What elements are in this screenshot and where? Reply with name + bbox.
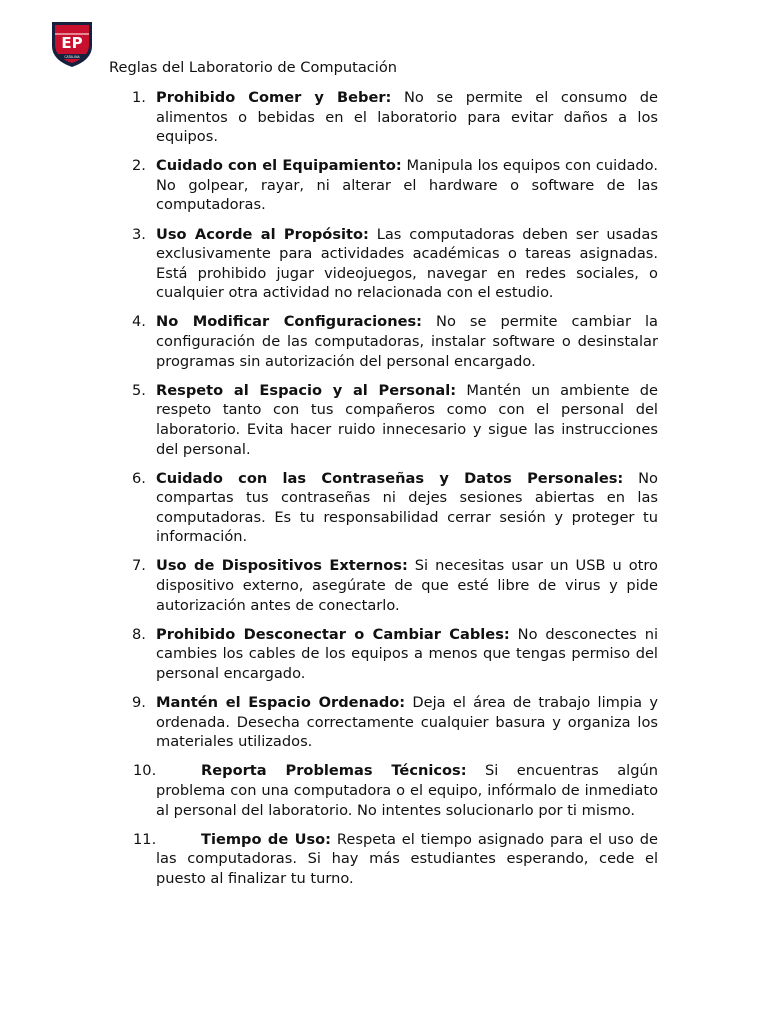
rule-heading: Reporta Problemas Técnicos: [201, 762, 467, 780]
rule-text: Si encuentras algún problema con una computadora o el equipo, infórmalo de inmediato al personal del laboratorio. No intentes solucionarlo por ti mismo. [156, 762, 658, 819]
rule-heading: Mantén el Espacio Ordenado: [156, 694, 406, 712]
rule-item [109, 761, 658, 820]
rule-heading: No Modificar Configuraciones: [156, 313, 423, 331]
rule-item [109, 225, 658, 303]
rule-heading: Respeto al Espacio y al Personal: [156, 381, 457, 399]
rule-text: Las computadoras deben ser usadas exclusivamente para actividades académicas o tareas asignadas. Está prohibido jugar videojuegos, navegar en redes sociales, o cualquier otra actividad no relacionada con el estudio. [156, 225, 658, 302]
rules-list [109, 88, 658, 898]
rule-text: Respeta el tiempo asignado para el uso de las computadoras. Si hay más estudiantes esperando, cede el puesto al finalizar tu turno. [156, 830, 658, 887]
rule-number: 4. [132, 313, 146, 331]
rule-text: Si necesitas usar un USB u otro dispositivo externo, asegúrate de que esté libre de virus y pide autorización antes de conectarlo. [156, 557, 658, 614]
document-title: Reglas del Laboratorio de Computación [109, 59, 398, 76]
rule-text: No compartas tus contraseñas ni dejes sesiones abiertas en las computadoras. Es tu responsabilidad cerrar sesión y proteger tu información. [156, 469, 658, 546]
rule-item [109, 381, 658, 459]
rule-number: 3. [132, 225, 146, 243]
rule-number: 7. [132, 557, 146, 575]
school-crest-logo [50, 18, 94, 68]
rule-text: No se permite cambiar la configuración de las computadoras, instalar software o desinstalar programas sin autorización del personal encargado. [156, 313, 658, 370]
rule-number: 10. [133, 762, 157, 780]
rule-heading: Cuidado con las Contraseñas y Datos Personales: [156, 469, 624, 487]
rule-heading: Uso Acorde al Propósito: [156, 225, 369, 243]
rule-number: 11. [133, 830, 157, 848]
rule-text: Manipula los equipos con cuidado. No golpear, rayar, ni alterar el hardware o software de las computadoras. [156, 157, 658, 214]
rule-number: 1. [132, 89, 146, 106]
rule-heading: Cuidado con el Equipamiento: [156, 157, 402, 175]
rule-item [109, 556, 658, 615]
rule-heading: Prohibido Comer y Beber: [156, 89, 392, 106]
rule-text: Deja el área de trabajo limpia y ordenada. Desecha correctamente cualquier basura y organiza los materiales utilizados. [156, 694, 658, 751]
rule-item [109, 156, 658, 215]
rule-item [109, 88, 658, 147]
rule-heading: Prohibido Desconectar o Cambiar Cables: [156, 625, 510, 643]
rule-heading: Tiempo de Uso: [201, 830, 331, 848]
rule-item [109, 312, 658, 371]
logo-letters: EP [61, 34, 83, 52]
rule-number: 6. [132, 469, 146, 487]
rule-heading: Uso de Dispositivos Externos: [156, 557, 408, 575]
logo-band-text: CATALINA [64, 55, 80, 59]
rule-item [109, 693, 658, 752]
rule-number: 2. [132, 157, 146, 175]
rule-text: No se permite el consumo de alimentos o bebidas en el laboratorio para evitar daños a los equipos. [156, 89, 658, 146]
rule-item [109, 830, 658, 889]
rule-number: 8. [132, 625, 146, 643]
rule-item [109, 625, 658, 684]
rule-item [109, 469, 658, 547]
rule-text: Mantén un ambiente de respeto tanto con tus compañeros como con el personal del laboratorio. Evita hacer ruido innecesario y sigue las instrucciones del personal. [156, 381, 659, 458]
rule-number: 5. [132, 381, 146, 399]
rule-text: No desconectes ni cambies los cables de los equipos a menos que tengas permiso del personal encargado. [156, 625, 658, 682]
rule-number: 9. [132, 694, 146, 712]
